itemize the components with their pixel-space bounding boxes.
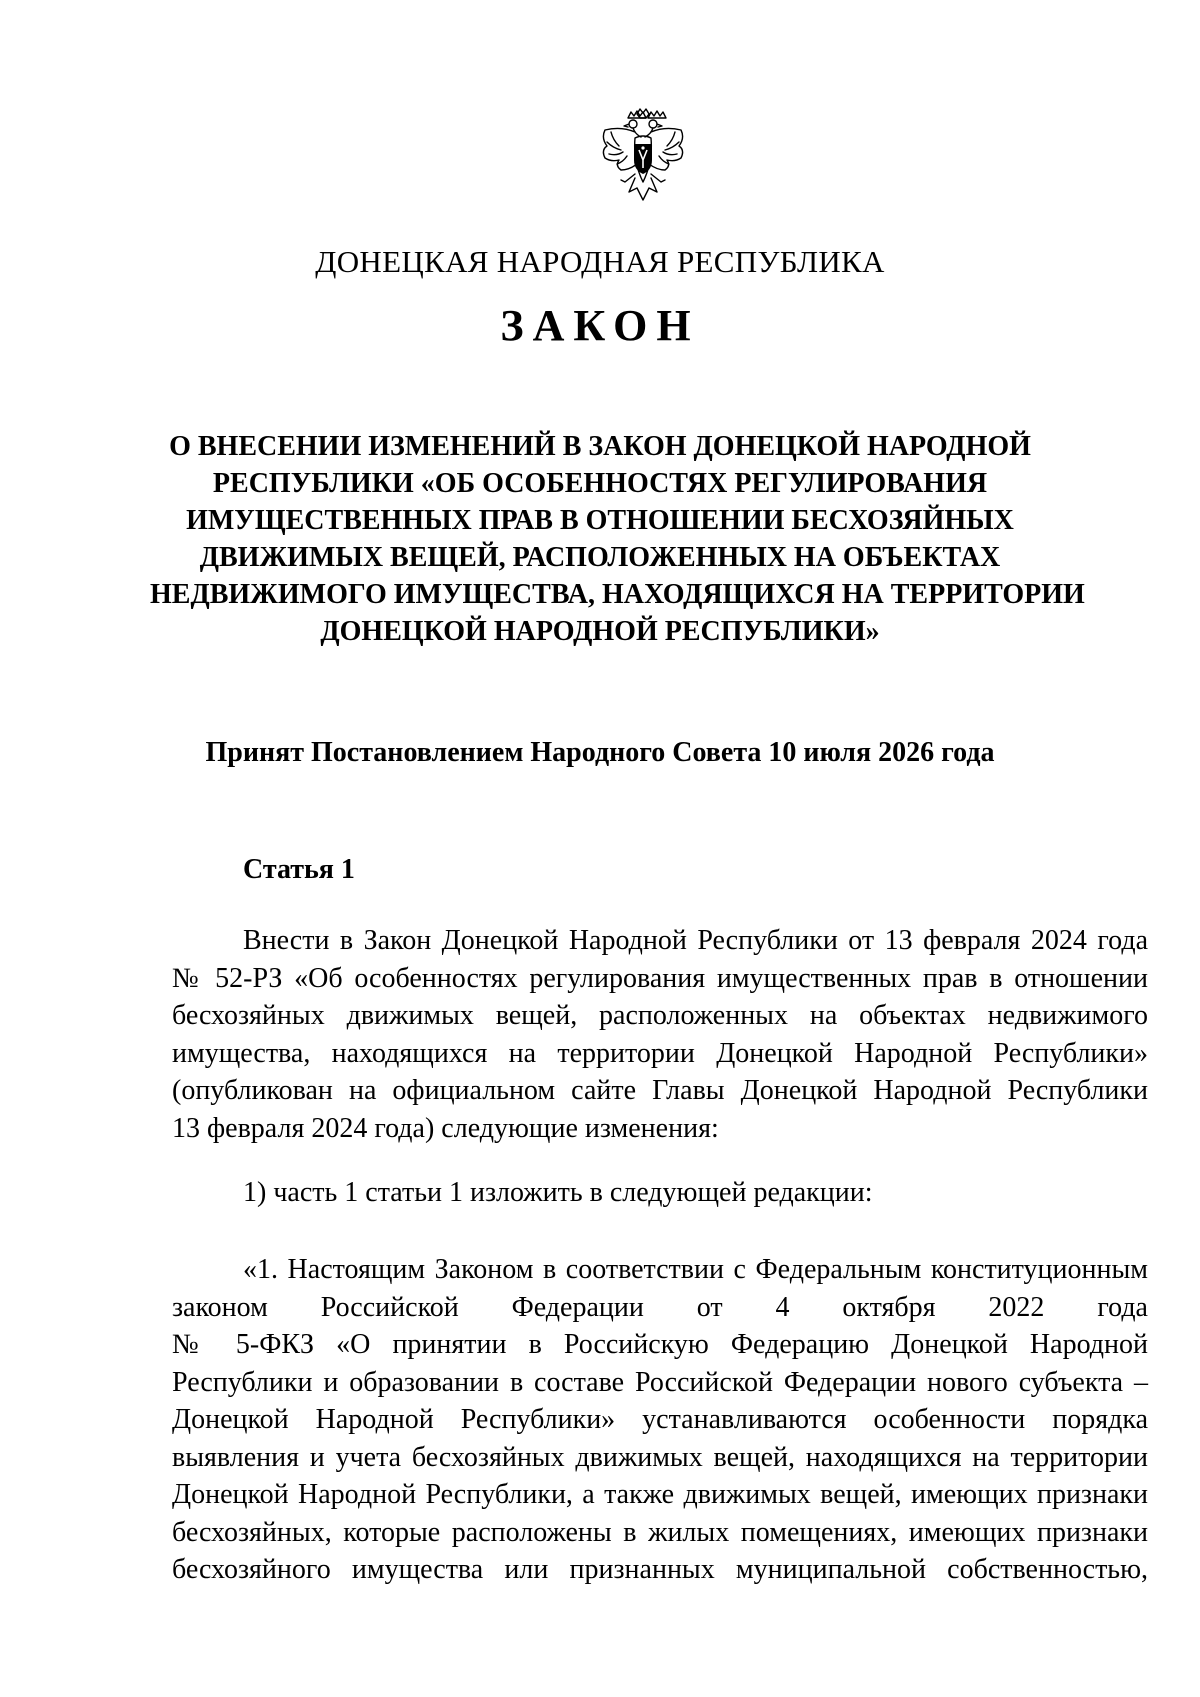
republic-name: ДОНЕЦКАЯ НАРОДНАЯ РЕСПУБЛИКА bbox=[315, 244, 885, 279]
paragraph-line: выявления и учета бесхозяйных движимых вещей, находящихся на территории bbox=[172, 1441, 1148, 1473]
paragraph-line: Донецкой Народной Республики» устанавливаются особенности порядка bbox=[172, 1404, 1148, 1435]
law-title bbox=[150, 428, 1085, 650]
article-heading: Статья 1 bbox=[243, 854, 355, 885]
document-type: ЗАКОН bbox=[500, 301, 700, 350]
paragraph-line: 13 февраля 2024 года) следующие изменения: bbox=[172, 1112, 719, 1144]
article-item-1 bbox=[172, 1174, 1148, 1212]
paragraph-line: № 5-ФКЗ «О принятии в Российскую Федерацию Донецкой Народной bbox=[172, 1329, 1148, 1360]
quoted-amendment bbox=[172, 1251, 1148, 1589]
law-title-line: ИМУЩЕСТВЕННЫХ ПРАВ В ОТНОШЕНИИ БЕСХОЗЯЙНЫХ bbox=[186, 505, 1014, 536]
article-paragraph-1 bbox=[172, 922, 1148, 1147]
paragraph-line: законом Российской Федерации от 4 октября 2022 года bbox=[172, 1291, 1148, 1323]
paragraph-line: «1. Настоящим Законом в соответствии с Федеральным конституционным bbox=[243, 1254, 1148, 1285]
coat-of-arms-icon bbox=[595, 108, 691, 212]
paragraph-line: бесхозяйного имущества или признанных муниципальной собственностью, bbox=[172, 1554, 1148, 1585]
paragraph-line: Донецкой Народной Республики, а также движимых вещей, имеющих признаки bbox=[172, 1479, 1148, 1510]
law-title-line: НЕДВИЖИМОГО ИМУЩЕСТВА, НАХОДЯЩИХСЯ НА ТЕРРИТОРИИ bbox=[150, 579, 1085, 610]
law-title-line: О ВНЕСЕНИИ ИЗМЕНЕНИЙ В ЗАКОН ДОНЕЦКОЙ НАРОДНОЙ bbox=[169, 431, 1031, 462]
paragraph-line: 1) часть 1 статьи 1 изложить в следующей редакции: bbox=[243, 1177, 873, 1208]
law-title-line: ДВИЖИМЫХ ВЕЩЕЙ, РАСПОЛОЖЕННЫХ НА ОБЪЕКТАХ bbox=[199, 542, 1001, 573]
adoption-note: Принят Постановлением Народного Совета 10 июля 2026 года bbox=[205, 737, 995, 768]
paragraph-line: бесхозяйных, которые расположены в жилых помещениях, имеющих признаки bbox=[172, 1516, 1148, 1548]
paragraph-line: № 52-РЗ «Об особенностях регулирования имущественных прав в отношении bbox=[172, 962, 1148, 994]
paragraph-line: бесхозяйных движимых вещей, расположенных на объектах недвижимого bbox=[172, 1000, 1148, 1031]
paragraph-line: Республики и образовании в составе Российской Федерации нового субъекта – bbox=[172, 1366, 1148, 1398]
law-title-line: РЕСПУБЛИКИ «ОБ ОСОБЕННОСТЯХ РЕГУЛИРОВАНИЯ bbox=[212, 468, 988, 499]
paragraph-line: имущества, находящихся на территории Донецкой Народной Республики» bbox=[172, 1037, 1148, 1069]
paragraph-line: Внести в Закон Донецкой Народной Республики от 13 февраля 2024 года bbox=[243, 925, 1148, 956]
law-title-line: ДОНЕЦКОЙ НАРОДНОЙ РЕСПУБЛИКИ» bbox=[320, 616, 880, 647]
paragraph-line: (опубликован на официальном сайте Главы Донецкой Народной Республики bbox=[172, 1075, 1148, 1106]
